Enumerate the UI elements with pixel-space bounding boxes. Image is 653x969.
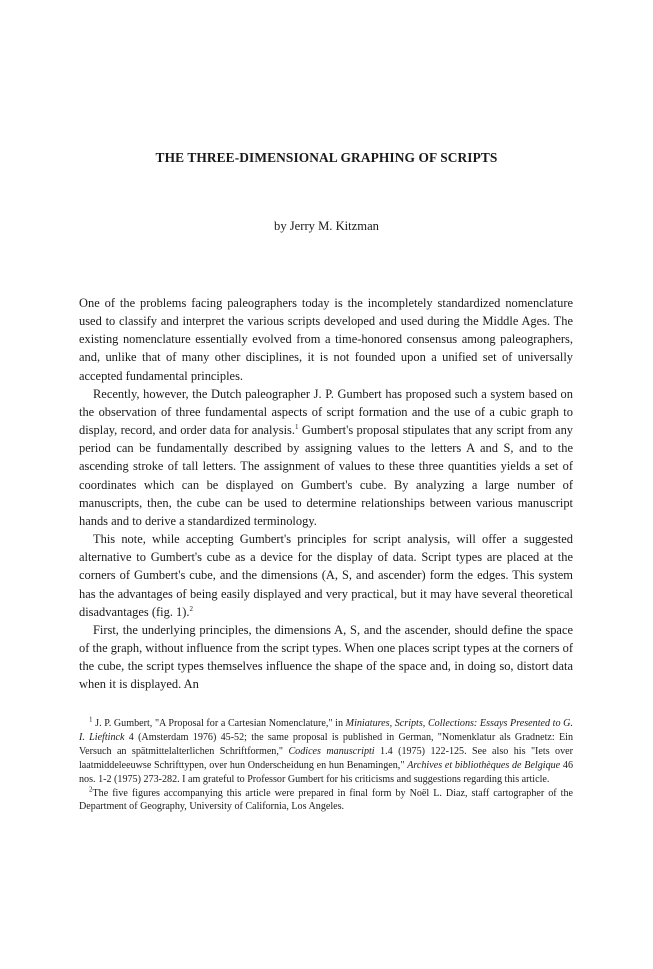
footnote-ref-1[interactable]: 1	[294, 422, 299, 431]
footnote-ref-2[interactable]: 2	[189, 604, 194, 613]
paragraph-3	[79, 530, 573, 621]
footnote-2	[79, 787, 573, 815]
paragraph-3-text: This note, while accepting Gumbert's principles for script analysis, will offer a suggested alternative to Gumbert's cube as a device for the display of data. Script types are placed at the corners of Gumbert's cube, and the dimensions (A, S, and ascender) form the edges. This system has the advantages of being easily displayed and very practical, but it may have several theoretical disadvantages (fig. 1).	[79, 532, 573, 619]
paragraph-2-text-a: Recently, however, the Dutch paleographer J. P. Gumbert has proposed such a system based on the observation of three fundamental aspects of script formation and the use of a cubic graph to display, record, and order data for analysis.	[79, 386, 573, 438]
footnote-1-text-g: 46 nos. 1-2 (1975) 273-282. I am grateful to Professor Gumbert for his criticisms and suggestions regarding this article.	[79, 759, 573, 785]
footnote-1	[79, 717, 573, 787]
author-byline: by Jerry M. Kitzman	[274, 219, 379, 233]
paragraph-2-text-b: Gumbert's proposal stipulates that any script from any period can be fundamentally described by assigning values to the letters A and S, and to the ascending stroke of tall letters. The assignment of values to these three quantities yields a set of coordinates which can be displayed on Gumbert's cube. By analyzing a large number of manuscripts, then, the cube can be used to determine relationships between various manuscript hands and to derive a standardized terminology.	[79, 423, 574, 528]
paragraph-2	[79, 385, 573, 530]
footnotes	[79, 717, 573, 814]
article-title: THE THREE-DIMENSIONAL GRAPHING OF SCRIPTS	[155, 150, 498, 165]
body-text	[79, 294, 573, 693]
paragraph-4: First, the underlying principles, the dimensions A, S, and the ascender, should define the space of the graph, without influence from the script types. When one places script types at the corners of the cube, the script types themselves influence the shape of the space and, in doing so, distort data when it is displayed. An	[79, 622, 574, 692]
footnote-1-text-c: 4 (Amsterdam 1976) 45-52; the same proposal is published in German, "Nomenklatur als Gradnetz: Ein Versuch an spätmittelalterlichen Schriftformen,"	[79, 731, 574, 757]
paragraph-1: One of the problems facing paleographers today is the incompletely standardized nomenclature used to classify and interpret the various scripts developed and used during the Middle Ages. The existing nomenclature essentially evolved from a time-honored consensus among paleographers, and, unlike that of many other disciplines, it is not founded upon a unified set of universally accepted fundamental principles.	[79, 296, 573, 383]
footnote-1-title-codices: Codices manuscripti	[288, 745, 375, 757]
footnote-1-number: 1	[89, 715, 93, 724]
footnote-1-text-e: 1.4 (1975) 122-125. See also his "Iets over laatmiddeleeuwse Schrifttypen, over hun Onderscheidung en hun Benamingen,"	[79, 745, 573, 771]
footnote-1-title-archives: Archives et bibliothèques de Belgique	[407, 759, 561, 771]
footnote-1-title-miniatures: Miniatures, Scripts, Collections: Essays Presented to G. I. Lieftinck	[79, 718, 573, 743]
footnote-1-text-a: J. P. Gumbert, "A Proposal for a Cartesian Nomenclature," in	[92, 718, 346, 729]
footnote-2-number: 2	[89, 785, 93, 794]
footnote-2-text: The five figures accompanying this article were prepared in final form by Noël L. Diaz, staff cartographer of the Department of Geography, University of California, Los Angeles.	[79, 787, 573, 813]
